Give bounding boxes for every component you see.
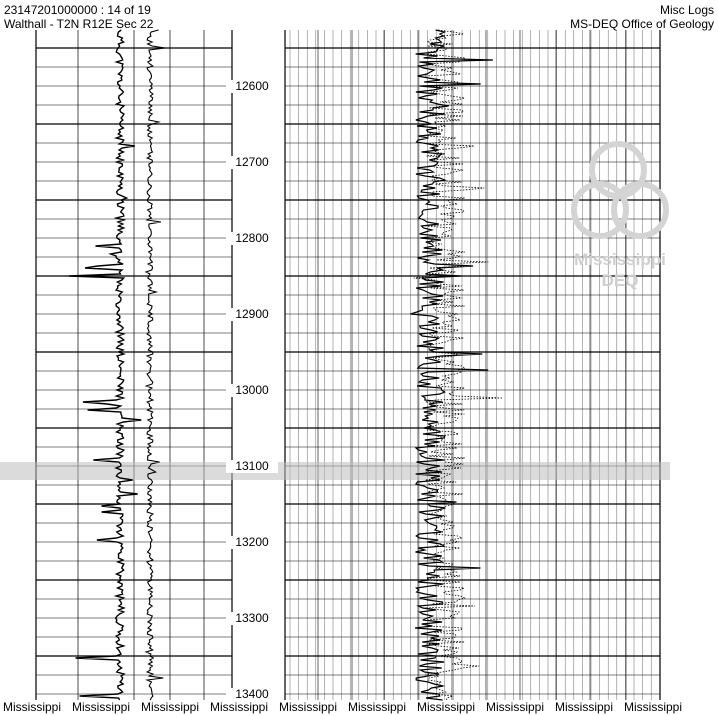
depth-label: 13200 xyxy=(226,536,278,549)
footer-label: Mississippi xyxy=(486,700,545,714)
footer-label: Mississippi xyxy=(72,700,131,714)
footer-label: Mississippi xyxy=(348,700,407,714)
watermark-logo-icon xyxy=(574,144,666,236)
depth-label: 12800 xyxy=(226,232,278,245)
depth-label: 13000 xyxy=(226,384,278,397)
well-id-line: 23147201000000 : 14 of 19 xyxy=(4,3,151,17)
office-name: MS-DEQ Office of Geology xyxy=(570,17,714,31)
watermark-text-1: Mississippi xyxy=(574,250,666,269)
depth-label: 13400 xyxy=(226,688,278,701)
depth-label: 13100 xyxy=(226,460,278,473)
depth-label: 12600 xyxy=(226,80,278,93)
footer-label: Mississippi xyxy=(279,700,338,714)
footer-label: Mississippi xyxy=(210,700,269,714)
log-type: Misc Logs xyxy=(659,3,714,17)
footer-label: Mississippi xyxy=(141,700,200,714)
watermark-text-2: DEQ xyxy=(601,271,639,290)
depth-label: 12900 xyxy=(226,308,278,321)
footer-label: Mississippi xyxy=(417,700,476,714)
footer-label: Mississippi xyxy=(3,700,62,714)
well-location: Walthall - T2N R12E Sec 22 xyxy=(4,17,154,31)
footer-label: Mississippi xyxy=(624,700,683,714)
footer-label: Mississippi xyxy=(555,700,614,714)
footer-repeat xyxy=(0,700,718,715)
depth-label: 12700 xyxy=(226,156,278,169)
depth-label: 13300 xyxy=(226,612,278,625)
